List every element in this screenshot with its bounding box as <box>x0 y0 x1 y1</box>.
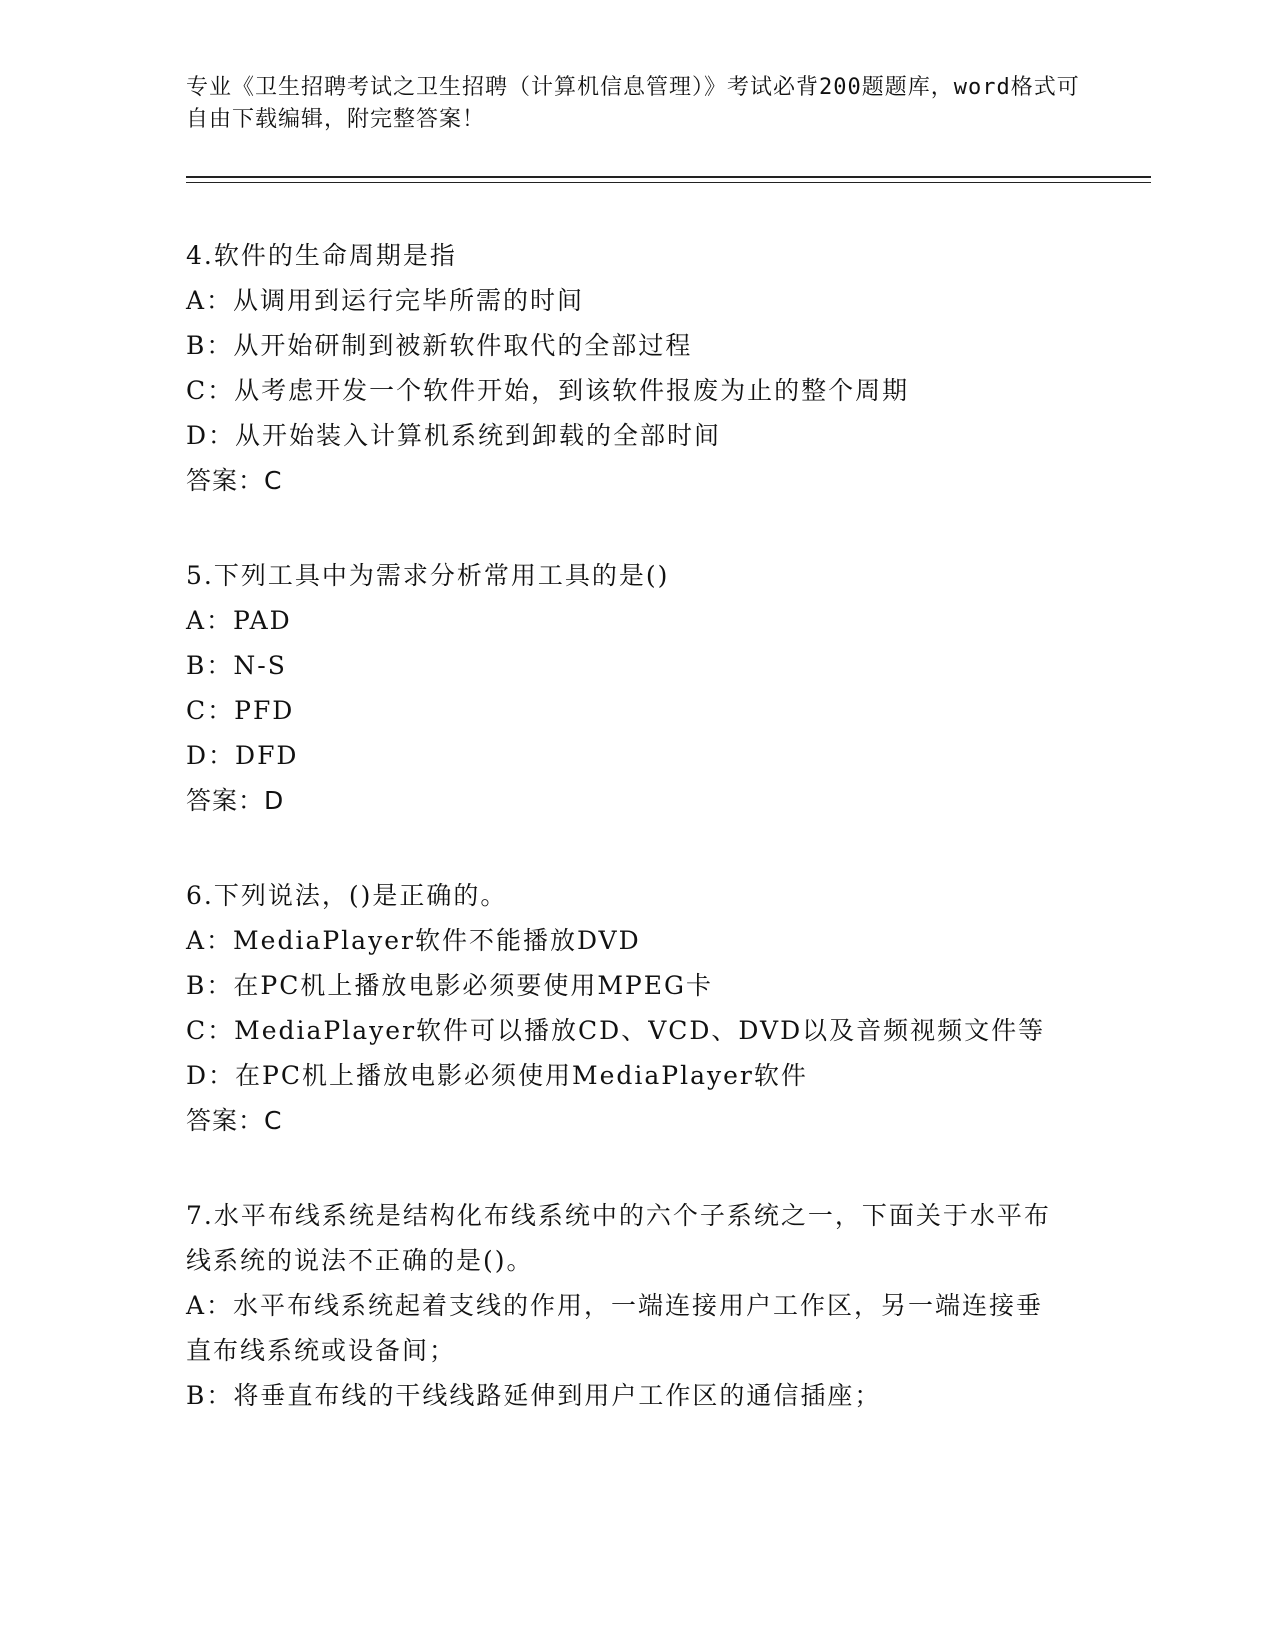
header-divider-thick <box>186 176 1151 178</box>
option-a: A：水平布线系统起着支线的作用，一端连接用户工作区，另一端连接垂直布线系统或设备间； <box>186 1291 1044 1365</box>
question-text: 5.下列工具中为需求分析常用工具的是() <box>186 561 670 590</box>
answer: 答案：C <box>186 1106 283 1135</box>
document-header: 专业《卫生招聘考试之卫生招聘（计算机信息管理）》考试必背200题题库，word格式可自由下载编辑，附完整答案！ <box>186 75 1080 132</box>
option-b: B：在PC机上播放电影必须要使用MPEG卡 <box>186 971 713 1000</box>
question-text: 7.水平布线系统是结构化布线系统中的六个子系统之一，下面关于水平布线系统的说法不正确的是()。 <box>186 1201 1051 1275</box>
option-d: D：从开始装入计算机系统到卸载的全部时间 <box>186 421 722 450</box>
option-c: C：PFD <box>186 696 295 725</box>
option-b: B：N-S <box>186 651 287 680</box>
option-c: C：MediaPlayer软件可以播放CD、VCD、DVD以及音频视频文件等 <box>186 1016 1046 1045</box>
option-d: D：DFD <box>186 741 299 770</box>
option-d: D：在PC机上播放电影必须使用MediaPlayer软件 <box>186 1061 808 1090</box>
option-c: C：从考虑开发一个软件开始，到该软件报废为止的整个周期 <box>186 376 910 405</box>
question-5 <box>186 553 1106 823</box>
option-b: B：将垂直布线的干线线路延伸到用户工作区的通信插座； <box>186 1381 882 1410</box>
answer: 答案：C <box>186 466 283 495</box>
question-6 <box>186 873 1106 1143</box>
option-a: A：PAD <box>186 606 292 635</box>
option-a: A：MediaPlayer软件不能播放DVD <box>186 926 641 955</box>
question-4 <box>186 233 1106 503</box>
option-a: A：从调用到运行完毕所需的时间 <box>186 286 585 315</box>
header-divider-thin <box>186 182 1151 183</box>
answer: 答案：D <box>186 786 285 815</box>
question-7 <box>186 1193 1106 1418</box>
question-text: 4.软件的生命周期是指 <box>186 241 457 270</box>
question-text: 6.下列说法，()是正确的。 <box>186 881 508 910</box>
option-b: B：从开始研制到被新软件取代的全部过程 <box>186 331 693 360</box>
